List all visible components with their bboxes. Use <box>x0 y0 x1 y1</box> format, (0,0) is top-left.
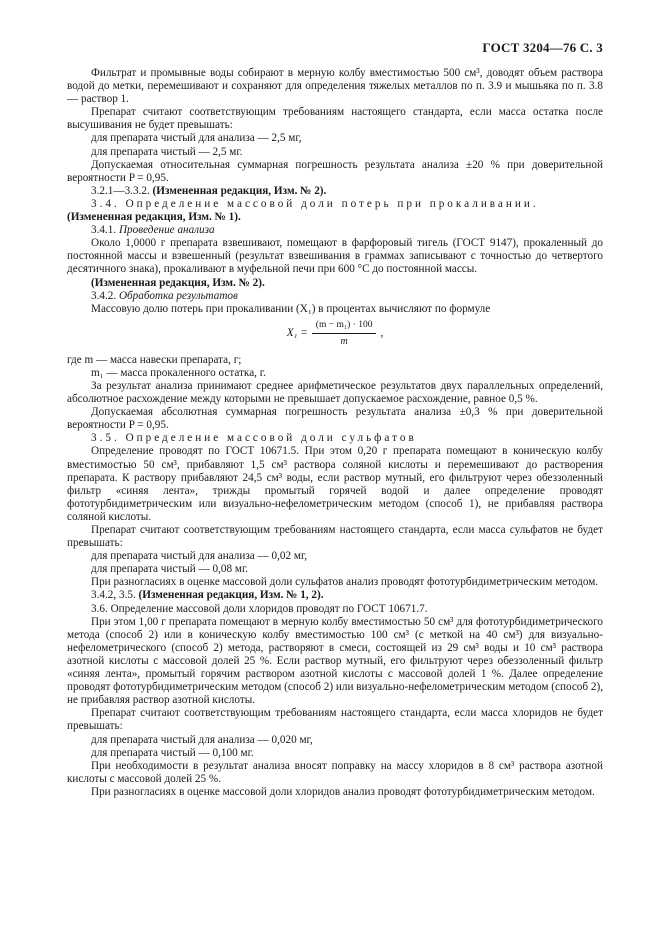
paragraph: Определение проводят по ГОСТ 10671.5. При этом 0,20 г препарата помещают в коническую колбу вместимостью 50 см³, прибавляют 1,5 см³ раствора соляной кислоты и перемешивают до растворения препарата. К раствору прибавляют 24,5 см³ воды, если раствор мутный, его фильтруют через обеззоленный фильтр «синяя лента», трижды промытый горячей водой и далее определение проводят фототурбидиметрическим или визуально-нефелометрическим методом (способ 1), не прибавляя раствора соляной кислоты. <box>67 445 603 523</box>
paragraph: Массовую долю потерь при прокаливании (X₁) в процентах вычисляют по формуле <box>91 302 491 315</box>
paragraph: где m — масса навески препарата, г; <box>67 353 242 366</box>
paragraph: Препарат считают соответствующим требованиям настоящего стандарта, если масса остатка после высушивания не будет превышать: <box>67 106 603 132</box>
section-heading: 3.5. Определение массовой доли сульфатов <box>91 432 417 445</box>
subsection-title: Обработка результатов <box>118 289 238 302</box>
formula <box>67 320 603 348</box>
list-item: для препарата чистый — 0,100 мг. <box>91 746 254 759</box>
paragraph: Препарат считают соответствующим требованиям настоящего стандарта, если масса сульфатов не будет превышать: <box>67 524 603 550</box>
section-heading: 3.6. Определение массовой доли хлоридов проводят по ГОСТ 10671.7. <box>91 602 428 615</box>
page-header: ГОСТ 3204—76 С. 3 <box>482 40 603 55</box>
formula-tail: , <box>380 327 384 340</box>
paragraph: m₁ — масса прокаленного остатка, г. <box>91 366 266 379</box>
list-item: для препарата чистый — 0,08 мг. <box>91 563 249 576</box>
section-number: 3.4.2. <box>91 289 117 302</box>
formula-fraction <box>312 319 377 348</box>
section-number: 3.4.2, 3.5. <box>91 589 136 602</box>
paragraph: Фильтрат и промывные воды собирают в мерную колбу вместимостью 500 см³, доводят объем раствора водой до метки, перемешивают и сохраняют для определения тяжелых металлов по п. 3.9 и мышьяка по п. 3.8 — раствор 1. <box>67 67 603 106</box>
section-number: 3.2.1—3.3.2. <box>91 184 150 197</box>
formula-numerator: (m − m₁) · 100 <box>312 319 377 334</box>
amendment-note <box>67 589 603 602</box>
section-heading: 3.4. Определение массовой доли потерь при прокаливании. <box>91 197 539 210</box>
formula-denominator: m <box>340 336 348 348</box>
paragraph: За результат анализа принимают среднее арифметическое результатов двух параллельных определений, абсолютное расхождение между которыми не превышает допускаемое расхождение, равное 0,5 %. <box>67 379 603 406</box>
subsection-heading <box>67 290 603 303</box>
amendment-note: (Измененная редакция, Изм. № 2). <box>91 276 265 289</box>
formula-lhs: X₁ = <box>286 327 308 340</box>
list-item: для препарата чистый для анализа — 0,020 мг, <box>91 733 313 746</box>
amendment-text: (Измененная редакция, Изм. № 2). <box>152 184 327 197</box>
section-number: 3.4.1. <box>91 224 117 237</box>
paragraph: При разногласиях в оценке массовой доли хлоридов анализ проводят фототурбидиметрическим методом. <box>91 785 595 798</box>
amendment-note: (Измененная редакция, Изм. № 1). <box>67 211 241 224</box>
list-item: для препарата чистый — 2,5 мг. <box>91 145 243 158</box>
subsection-title: Проведение анализа <box>118 224 215 237</box>
paragraph: При необходимости в результат анализа вносят поправку на массу хлоридов в 8 см³ раствора азотной кислоты с массовой долей 25 %. <box>67 759 603 785</box>
paragraph: Около 1,0000 г препарата взвешивают, помещают в фарфоровый тигель (ГОСТ 9147), прокаленный до постоянной массы и взвешенный (результат взвешивания в граммах записывают с точностью до четвертого десятичного знака), прокаливают в муфельной печи при 600 °С до постоянной массы. <box>67 237 603 276</box>
list-item: для препарата чистый для анализа — 0,02 мг, <box>91 550 308 563</box>
paragraph: Препарат считают соответствующим требованиям настоящего стандарта, если масса хлоридов не будет превышать: <box>67 707 603 733</box>
amendment-note <box>67 185 603 198</box>
amendment-text: (Измененная редакция, Изм. № 1, 2). <box>138 589 324 602</box>
paragraph: При этом 1,00 г препарата помещают в мерную колбу вместимостью 50 см³ для фототурбидиметрического метода (способ 2) или в коническую колбу вместимостью 100 см³ (с меткой на 40 см³) для визуально-нефелометрического (способ 2) метода, растворяют в смеси, состоящей из 29 см³ воды и 10 см³ раствора азотной кислоты с массовой долей 25 %. Если раствор мутный, его фильтруют через обеззоленный фильтр «синяя лента», промытый горячим раствором азотной кислоты с массовой долей 1 %. Далее определение проводят фототурбидиметрическим методом (способ 2) или визуально-нефелометрическим методом (способ 2), не прибавляя раствор азотной кислоты. <box>67 615 603 707</box>
document-body <box>67 67 603 799</box>
paragraph: Допускаемая относительная суммарная погрешность результата анализа ±20 % при доверительной вероятности P = 0,95. <box>67 158 603 184</box>
paragraph: Допускаемая абсолютная суммарная погрешность результата анализа ±0,3 % при доверительной вероятности P = 0,95. <box>67 406 603 432</box>
subsection-heading <box>67 224 603 237</box>
list-item: для препарата чистый для анализа — 2,5 мг, <box>91 132 302 145</box>
paragraph: При разногласиях в оценке массовой доли сульфатов анализ проводят фототурбидиметрическим методом. <box>91 576 599 589</box>
